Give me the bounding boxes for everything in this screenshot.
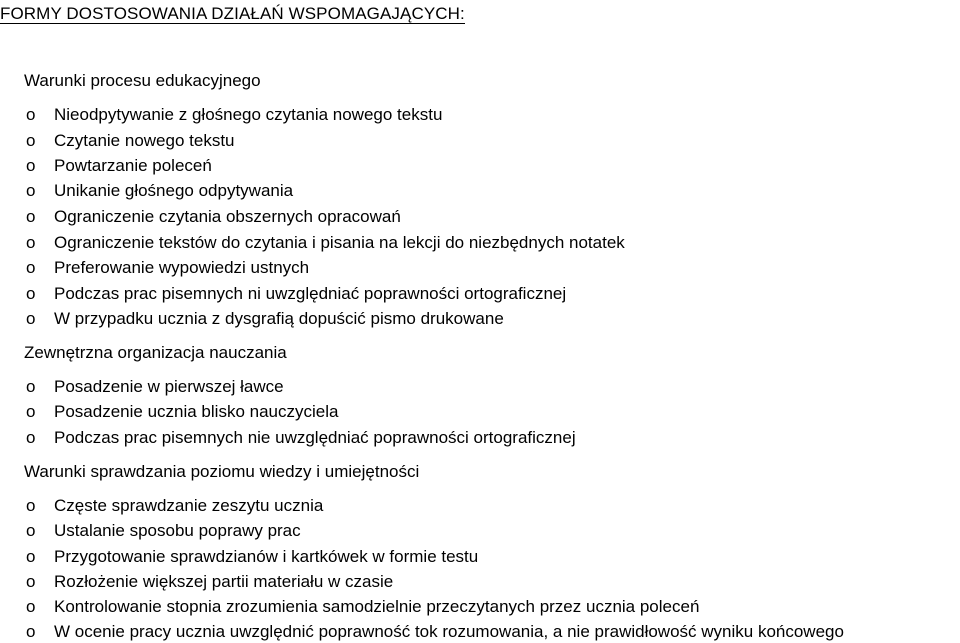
section-heading-process-conditions: Warunki procesu edukacyjnego — [24, 71, 261, 90]
list-item-text: Unikanie głośnego odpytywania — [54, 181, 294, 200]
list-item-text: Ograniczenie tekstów do czytania i pisania na lekcji do niezbędnych notatek — [54, 233, 625, 252]
bullet-marker: o — [26, 258, 36, 277]
list-item-text: W ocenie pracy ucznia uwzględnić poprawność tok rozumowania, a nie prawidłowość wyniku końcowego — [54, 622, 844, 641]
list-item — [26, 232, 625, 254]
list-item-text: Podczas prac pisemnych ni uwzględniać poprawności ortograficznej — [54, 284, 567, 303]
list-item-text: Preferowanie wypowiedzi ustnych — [54, 258, 310, 277]
list-item — [26, 376, 284, 398]
list-item-text: Ustalanie sposobu poprawy prac — [54, 521, 301, 540]
bullet-marker: o — [26, 181, 36, 200]
bullet-marker: o — [26, 309, 36, 328]
list-item — [26, 427, 576, 449]
list-item — [26, 621, 844, 643]
document-title — [0, 3, 465, 25]
bullet-marker: o — [26, 597, 36, 616]
section-heading-assessment-conditions: Warunki sprawdzania poziomu wiedzy i umiejętności — [24, 462, 420, 481]
list-item — [26, 180, 293, 202]
list-item — [26, 308, 504, 330]
list-item-text: W przypadku ucznia z dysgrafią dopuścić pismo drukowane — [54, 309, 504, 328]
list-item — [26, 283, 566, 305]
bullet-marker: o — [26, 547, 36, 566]
bullet-marker: o — [26, 521, 36, 540]
list-item-text: Nieodpytywanie z głośnego czytania nowego tekstu — [54, 105, 443, 124]
bullet-marker: o — [26, 233, 36, 252]
document-title-text: FORMY DOSTOSOWANIA DZIAŁAŃ WSPOMAGAJĄCYCH: — [0, 4, 465, 23]
bullet-marker: o — [26, 402, 36, 421]
list-item — [26, 520, 301, 542]
list-item-text: Częste sprawdzanie zeszytu ucznia — [54, 496, 324, 515]
list-item — [26, 104, 442, 126]
bullet-marker: o — [26, 496, 36, 515]
bullet-marker: o — [26, 284, 36, 303]
list-item-text: Podczas prac pisemnych nie uwzględniać poprawności ortograficznej — [54, 428, 576, 447]
section-heading-external-organization: Zewnętrzna organizacja nauczania — [24, 343, 287, 362]
list-item-text: Przygotowanie sprawdzianów i kartkówek w formie testu — [54, 547, 479, 566]
list-item-text: Posadzenie w pierwszej ławce — [54, 377, 284, 396]
bullet-marker: o — [26, 156, 36, 175]
bullet-marker: o — [26, 105, 36, 124]
list-item-text: Rozłożenie większej partii materiału w czasie — [54, 572, 394, 591]
list-item-text: Powtarzanie poleceń — [54, 156, 212, 175]
list-item — [26, 596, 699, 618]
list-item-text: Czytanie nowego tekstu — [54, 131, 235, 150]
list-item — [26, 257, 309, 279]
bullet-marker: o — [26, 207, 36, 226]
list-item — [26, 495, 323, 517]
list-item — [26, 130, 235, 152]
list-item — [26, 546, 478, 568]
bullet-marker: o — [26, 377, 36, 396]
list-item — [26, 571, 393, 593]
list-item — [26, 206, 401, 228]
list-item — [26, 155, 212, 177]
bullet-marker: o — [26, 131, 36, 150]
list-item — [26, 401, 338, 423]
list-item-text: Ograniczenie czytania obszernych opracowań — [54, 207, 401, 226]
bullet-marker: o — [26, 428, 36, 447]
list-item-text: Posadzenie ucznia blisko nauczyciela — [54, 402, 339, 421]
list-item-text: Kontrolowanie stopnia zrozumienia samodzielnie przeczytanych przez ucznia poleceń — [54, 597, 700, 616]
bullet-marker: o — [26, 572, 36, 591]
bullet-marker: o — [26, 622, 36, 641]
